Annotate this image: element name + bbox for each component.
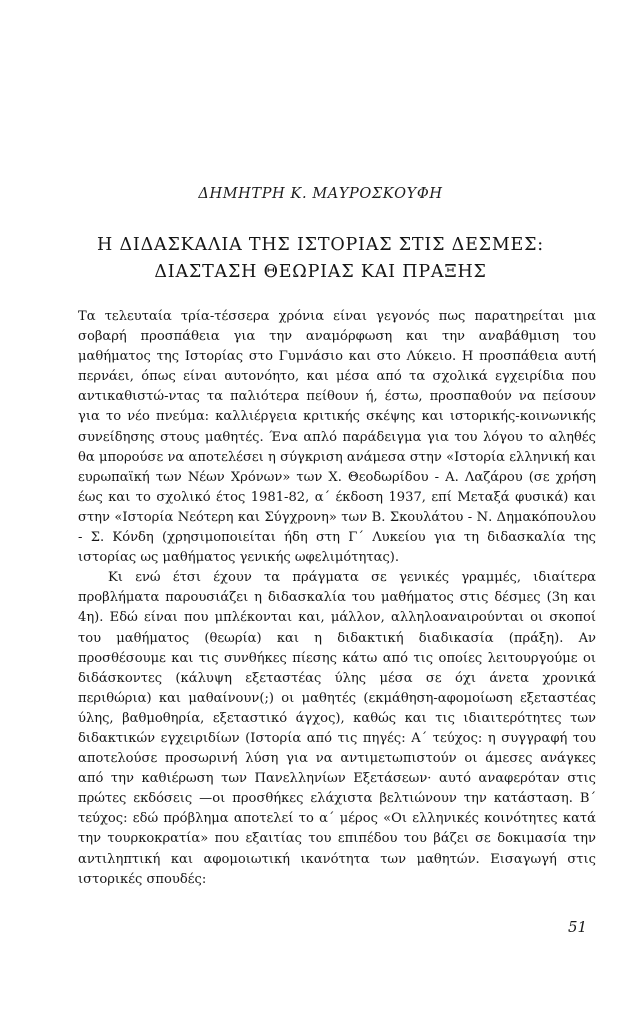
article-body xyxy=(78,307,596,890)
title-line-2: ΔΙΑΣΤΑΣΗ ΘΕΩΡΙΑΣ ΚΑΙ ΠΡΑΞΗΣ xyxy=(154,262,487,282)
page-number: 51 xyxy=(568,918,588,936)
author-name: ΔΗΜΗΤΡΗ Κ. ΜΑΥΡΟΣΚΟΥΦΗ xyxy=(198,186,443,202)
title-line-1: Η ΔΙΔΑΣΚΑΛΙΑ ΤΗΣ ΙΣΤΟΡΙΑΣ ΣΤΙΣ ΔΕΣΜΕΣ: xyxy=(97,235,544,255)
article-title xyxy=(60,232,581,286)
body-paragraph-2: Κι ενώ έτσι έχουν τα πράγματα σε γενικές γραμμές, ιδιαίτερα προβλήματα παρουσιάζει η διδασκαλία του μαθήματος στις δέσμες (3η και 4η). Εδώ είναι που μπλέκονται και, μάλλον, αλληλοαναιρούνται οι σκοποί του μαθήματος (θεωρία) και η διδακτική διαδικασία (πράξη). Αν προσθέσουμε και τις συνθήκες πίεσης κάτω από τις οποίες λειτουργούμε οι διδάσκοντες (κάλυψη εξεταστέας ύλης μέσα σε όχι άνετα χρονικά περιθώρια) και μαθαίνουν(;) οι μαθητές (εκμάθηση-αφομοίωση εξεταστέας ύλης, βαθμοθηρία, εξεταστικό άγχος), καθώς και τις ιδιαιτερότητες των διδακτικών εγχειριδίων (Ιστορία από τις πηγές: Α΄ τεύχος: η συγγραφή του αποτελούσε προσωρινή λύση για να αντιμετωπιστούν οι άμεσες ανάγκες από την καθιέρωση των Πανελληνίων Εξετάσεων· αυτό αναφερόταν στις πρώτες εκδόσεις —οι προσθήκες ελάχιστα βελτιώνουν την κατάσταση. Β΄ τεύχος: εδώ πρόβλημα αποτελεί το α΄ μέρος «Οι ελληνικές κοινότητες κατά την τουρκοκρατία» που εξαιτίας του επιπέδου του βάζει σε δοκιμασία την αντιληπτική και αφομοιωτική ικανότητα των μαθητών. Εισαγωγή στις ιστορικές σπουδές: xyxy=(78,570,596,887)
body-paragraph-1: Τα τελευταία τρία-τέσσερα χρόνια είναι γεγονός πως παρατηρείται μια σοβαρή προσπάθεια για την αναμόρφωση και την αναβάθμιση του μαθήματος της Ιστορίας στο Γυμνάσιο και στο Λύκειο. Η προσπάθεια αυτή περνάει, όπως είναι αυτονόητο, και μέσα από τα σχολικά εγχειρίδια που αντικαθιστώ-ντας τα παλιότερα πείθουν ή, έστω, προσπαθούν να πείσουν για το νέο πνεύμα: καλλιέργεια κριτικής σκέψης και ιστορικής-κοινωνικής συνείδησης στους μαθητές. Ένα απλό παράδειγμα για του λόγου το αληθές θα μπορούσε να αποτελέσει η σύγκριση ανάμεσα στην «Ιστορία ελληνική και ευρωπαϊκή των Νέων Χρόνων» των Χ. Θεοδωρίδου - Α. Λαζάρου (σε χρήση έως και το σχολικό έτος 1981-82, α΄ έκδοση 1937, επί Μεταξά φυσικά) και στην «Ιστορία Νεότερη και Σύγχρονη» των Β. Σκουλάτου - Ν. Δημακόπουλου - Σ. Κόνδη (χρησιμοποιείται ήδη στη Γ΄ Λυκείου για τη διδασκαλία της ιστορίας ως μαθήματος γενικής ωφελιμότητας). xyxy=(78,309,596,566)
